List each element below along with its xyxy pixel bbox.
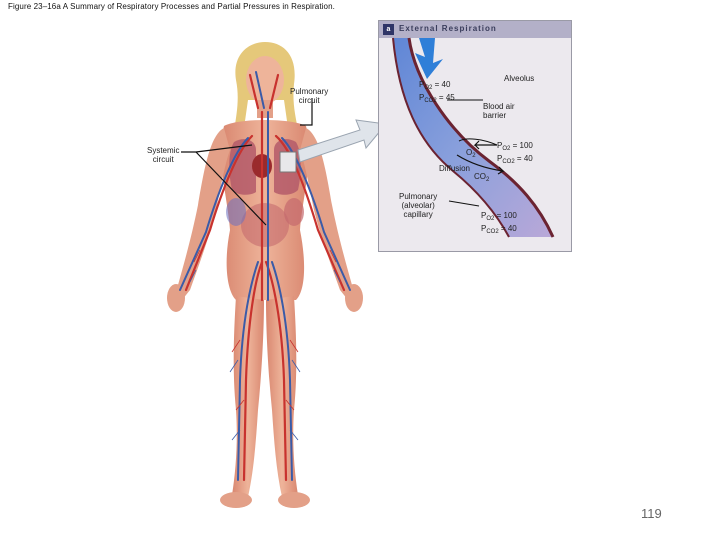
blood-air-barrier-label: Blood air barrier xyxy=(483,102,515,120)
arterial-pco2: $P_{CO2} = 40$ xyxy=(481,224,517,235)
alveolus-label: Alveolus xyxy=(504,74,535,83)
venous-pco2: $P_{CO2} = 45$ xyxy=(419,93,455,104)
alveolar-pressures xyxy=(497,141,533,167)
right-leg xyxy=(266,296,298,497)
alveolar-po2: $P_{O2} = 100$ xyxy=(497,141,533,152)
pulmonary-capillary-label: Pulmonary (alveolar) capillary xyxy=(399,192,438,219)
slide-title: Figure 23–16a A Summary of Respiratory Processes and Partial Pressures in Respiration. xyxy=(8,2,335,11)
highlight-box xyxy=(280,152,296,172)
right-foot xyxy=(278,492,310,508)
left-kidney-region xyxy=(226,198,246,226)
external-respiration-panel xyxy=(378,20,572,252)
panel-title: External Respiration xyxy=(399,24,497,33)
panel-badge: a xyxy=(383,24,394,35)
left-leg xyxy=(232,296,264,497)
arterial-pressures xyxy=(481,211,517,237)
o2-diffusion-arrow xyxy=(475,141,497,149)
alveolar-pco2: $P_{CO2} = 40$ xyxy=(497,154,533,165)
left-foot xyxy=(220,492,252,508)
page-number: 119 xyxy=(641,506,662,521)
right-kidney-region xyxy=(284,198,304,226)
pulmonary-circuit-label: Pulmonary circuit xyxy=(290,87,329,105)
diffusion-label: Diffusion xyxy=(439,164,470,173)
arterial-po2: $P_{O2} = 100$ xyxy=(481,211,517,222)
right-hand xyxy=(345,284,363,312)
co2-label: $CO_2$ xyxy=(474,172,490,183)
venous-pressures xyxy=(419,80,455,106)
left-hand xyxy=(167,284,185,312)
systemic-circuit-label: Systemic circuit xyxy=(147,146,180,164)
o2-label: $O_2$ xyxy=(466,148,476,159)
intestines xyxy=(241,203,289,247)
capillary-leader xyxy=(449,201,479,206)
venous-po2: $P_{O2} = 40$ xyxy=(419,80,451,91)
